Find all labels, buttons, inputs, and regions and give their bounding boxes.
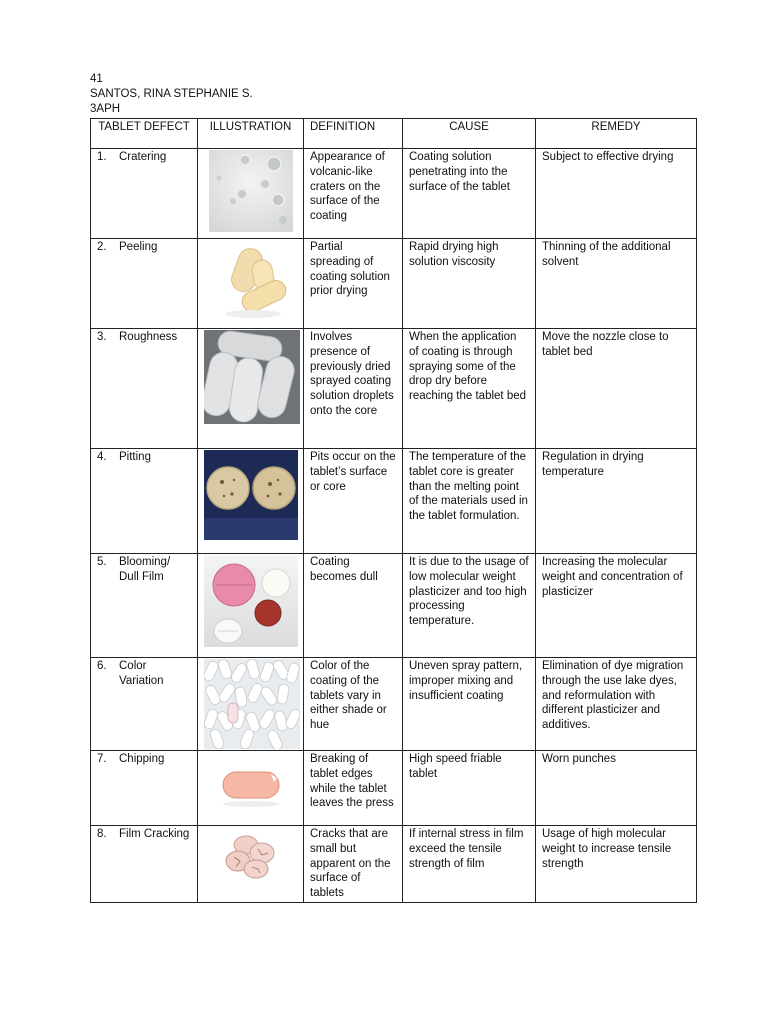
cause-cell: When the application of coating is through spraying some of the drop dry before reaching the tablet bed xyxy=(403,329,536,449)
table-header-row xyxy=(91,119,697,149)
illustration-cell xyxy=(198,751,304,826)
pitting-tablet-image xyxy=(204,450,298,540)
defect-name: Blooming/ Dull Film xyxy=(119,556,171,583)
cause-cell: If internal stress in film exceed the tensile strength of film xyxy=(403,826,536,903)
illustration-cell xyxy=(198,149,304,239)
table-row xyxy=(91,751,697,826)
remedy-cell: Move the nozzle close to tablet bed xyxy=(536,329,697,449)
table-row xyxy=(91,554,697,658)
remedy-cell: Elimination of dye migration through the use lake dyes, and reformulation with different plasticizer and additives. xyxy=(536,658,697,751)
cause-cell: The temperature of the tablet core is greater than the melting point of the materials used in the tablet formulation. xyxy=(403,449,536,554)
defect-cell xyxy=(91,239,198,329)
column-header-cause: CAUSE xyxy=(403,119,536,149)
row-number: 6. xyxy=(97,660,107,672)
document-header xyxy=(90,72,253,117)
blooming-tablet-image xyxy=(204,555,298,647)
defect-name: Cratering xyxy=(119,151,167,163)
film-cracking-tablet-image xyxy=(216,827,286,883)
cause-cell: Coating solution penetrating into the surface of the tablet xyxy=(403,149,536,239)
column-header-defect: TABLET DEFECT xyxy=(91,119,198,149)
column-header-remedy: REMEDY xyxy=(536,119,697,149)
definition-cell: Partial spreading of coating solution prior drying xyxy=(304,239,403,329)
illustration-cell xyxy=(198,329,304,449)
defect-name: Chipping xyxy=(119,753,165,765)
remedy-cell: Usage of high molecular weight to increase tensile strength xyxy=(536,826,697,903)
defect-name: Color Variation xyxy=(119,660,164,687)
table-row xyxy=(91,149,697,239)
table-row xyxy=(91,826,697,903)
row-number: 4. xyxy=(97,451,107,463)
definition-cell: Appearance of volcanic-like craters on the surface of the coating xyxy=(304,149,403,239)
cause-cell: Uneven spray pattern, improper mixing and insufficient coating xyxy=(403,658,536,751)
remedy-cell: Thinning of the additional solvent xyxy=(536,239,697,329)
definition-cell: Breaking of tablet edges while the tablet leaves the press xyxy=(304,751,403,826)
chipping-tablet-image xyxy=(211,752,291,812)
table-row xyxy=(91,449,697,554)
illustration-cell xyxy=(198,449,304,554)
row-number: 3. xyxy=(97,331,107,343)
defect-cell xyxy=(91,149,198,239)
header-section: 3APH xyxy=(90,103,121,115)
definition-cell: Coating becomes dull xyxy=(304,554,403,658)
defect-name: Peeling xyxy=(119,241,158,253)
remedy-cell: Subject to effective drying xyxy=(536,149,697,239)
header-number: 41 xyxy=(90,73,103,85)
defect-cell xyxy=(91,449,198,554)
header-author-name: SANTOS, RINA STEPHANIE S. xyxy=(90,88,253,100)
defect-cell xyxy=(91,826,198,903)
illustration-cell xyxy=(198,826,304,903)
defect-cell xyxy=(91,658,198,751)
illustration-cell xyxy=(198,239,304,329)
defect-name: Roughness xyxy=(119,331,178,343)
definition-cell: Color of the coating of the tablets vary in either shade or hue xyxy=(304,658,403,751)
defect-cell xyxy=(91,329,198,449)
definition-cell: Cracks that are small but apparent on the surface of tablets xyxy=(304,826,403,903)
cause-cell: Rapid drying high solution viscosity xyxy=(403,239,536,329)
color-variation-tablets-image xyxy=(204,659,300,749)
defect-cell xyxy=(91,554,198,658)
peeling-tablet-image xyxy=(211,240,291,322)
defect-name: Film Cracking xyxy=(119,828,190,840)
row-number: 1. xyxy=(97,151,107,163)
row-number: 8. xyxy=(97,828,107,840)
defect-cell xyxy=(91,751,198,826)
illustration-cell xyxy=(198,554,304,658)
row-number: 7. xyxy=(97,753,107,765)
defect-name: Pitting xyxy=(119,451,151,463)
table-row xyxy=(91,329,697,449)
row-number: 5. xyxy=(97,556,107,568)
definition-cell: Involves presence of previously dried sprayed coating solution droplets onto the core xyxy=(304,329,403,449)
tablet-defects-table xyxy=(90,118,697,903)
definition-cell: Pits occur on the tablet’s surface or core xyxy=(304,449,403,554)
table-row xyxy=(91,658,697,751)
row-number: 2. xyxy=(97,241,107,253)
column-header-definition: DEFINITION xyxy=(304,119,403,149)
cratering-tablet-image xyxy=(209,150,293,232)
column-header-illustration: ILLUSTRATION xyxy=(198,119,304,149)
remedy-cell: Worn punches xyxy=(536,751,697,826)
roughness-tablet-image xyxy=(204,330,300,424)
cause-cell: It is due to the usage of low molecular weight plasticizer and too high processing temperature. xyxy=(403,554,536,658)
table-row xyxy=(91,239,697,329)
remedy-cell: Increasing the molecular weight and concentration of plasticizer xyxy=(536,554,697,658)
illustration-cell xyxy=(198,658,304,751)
remedy-cell: Regulation in drying temperature xyxy=(536,449,697,554)
cause-cell: High speed friable tablet xyxy=(403,751,536,826)
